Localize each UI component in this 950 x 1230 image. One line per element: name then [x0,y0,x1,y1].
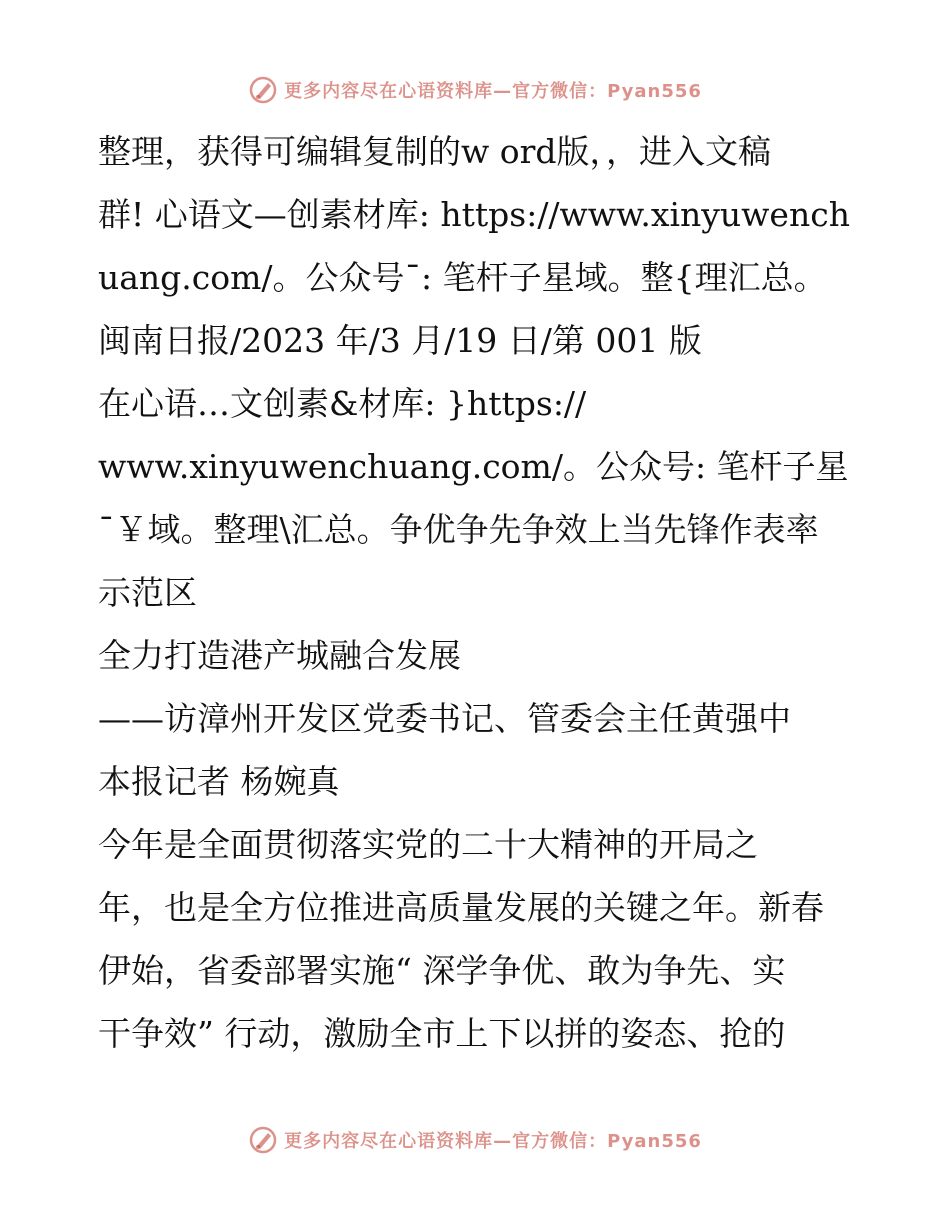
doc-line: 年，也是全方位推进高质量发展的关键之年。新春 [98,888,824,927]
doc-line: 在心语…文创素&材库: }https:// [98,384,587,423]
pen-logo-icon [248,75,278,105]
watermark-text: 更多内容尽在心语资料库—官方微信：Pyan556 [284,1131,702,1152]
pen-logo-icon [248,1125,278,1155]
doc-line: 今年是全面贯彻落实党的二十大精神的开局之 [98,825,758,864]
doc-line: ¯￥域。整理\汇总。争优争先争效上当先锋作表率 [98,510,819,549]
article-byline: 本报记者 杨婉真 [98,762,340,801]
doc-line: uang.com/。公众号¯: 笔杆子星域。整{理汇总。 [98,258,827,297]
document-body [98,120,858,1065]
doc-line: www.xinyuwenchuang.com/。公众号: 笔杆子星 [98,447,849,486]
doc-line: 群! 心语文—创素材库: https://www.xinyuwench [98,195,850,234]
watermark-banner-bottom [0,1120,950,1160]
article-title: 全力打造港产城融合发展 [98,636,461,675]
watermark-banner-top [0,70,950,110]
doc-line: 干争效” 行动，激励全市上下以拼的姿态、抢的 [98,1014,786,1053]
doc-line: 整理，获得可编辑复制的w ord版，，进入文稿 [98,132,772,171]
doc-line: 伊始，省委部署实施“ 深学争优、敢为争先、实 [98,951,786,990]
doc-line-source: 闽南日报/2023 年/3 月/19 日/第 001 版 [98,321,702,360]
watermark-text: 更多内容尽在心语资料库—官方微信：Pyan556 [284,81,702,102]
doc-line: 示范区 [98,573,197,612]
article-subtitle: ——访漳州开发区党委书记、管委会主任黄强中 [98,699,791,738]
